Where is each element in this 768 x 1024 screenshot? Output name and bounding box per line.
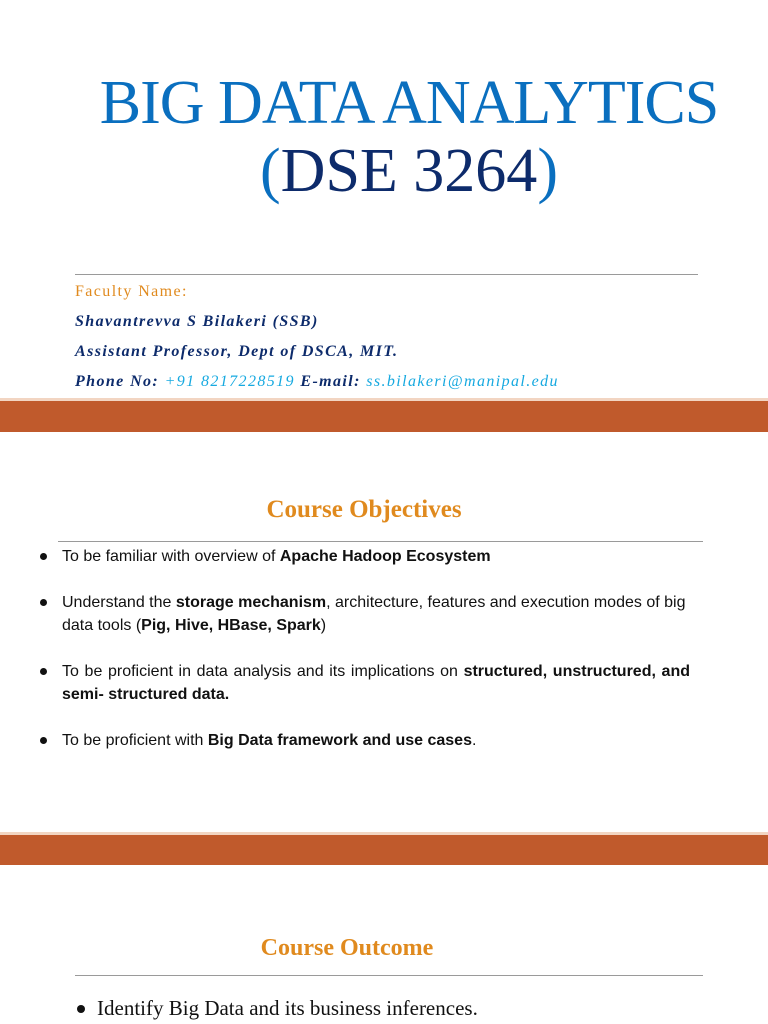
text-run-bold: Apache Hadoop Ecosystem [279,548,491,565]
faculty-label: Faculty Name: [75,283,188,300]
faculty-divider [75,274,698,275]
separator-band [0,401,768,432]
text-run: . [471,732,477,749]
slide-title: BIG DATA ANALYTICS [99,69,719,137]
text-run: To be familiar with overview of [62,548,280,565]
email-label: E-mail: [300,373,361,390]
text-run: , architecture, features and execution modes of big data tools ( [62,594,686,634]
bullet-dot [40,737,47,744]
faculty-contact [75,373,559,391]
text-run-bold: Pig, Hive, HBase, Spark [141,617,321,634]
objectives-list [40,545,690,775]
course-code-text: DSE 3264 [280,137,538,205]
text-run: To be proficient with [62,732,208,749]
text-run: Understand the [62,594,176,611]
objective-text [62,591,690,637]
email-link[interactable]: ss.bilakeri@manipal.edu [366,373,559,390]
text-run-bold: Big Data framework and use cases [207,732,472,749]
outcome-text: Identify Big Data and its business inferences. [97,996,478,1020]
phone-number: +91 8217228519 [164,373,295,390]
text-run-bold: storage mechanism [175,594,327,611]
bullet-dot [40,668,47,675]
close-paren: ) [537,137,558,205]
objective-text [62,545,690,568]
objective-text [62,660,690,706]
text-run: To be proficient in data analysis and its implications on [62,663,464,680]
bullet-dot [40,553,47,560]
objectives-divider [58,541,703,542]
objective-text [62,729,690,752]
text-run-bold: structured, unstructured, and semi- structured data. [62,663,691,703]
text-run: ) [320,617,327,634]
objectives-heading: Course Objectives [266,496,462,523]
faculty-designation: Assistant Professor, Dept of DSCA, MIT. [75,343,399,360]
outcome-heading: Course Outcome [260,935,434,961]
phone-label: Phone No: [75,373,160,390]
outcome-divider [75,975,703,976]
faculty-name: Shavantrevva S Bilakeri (SSB) [75,313,319,330]
bullet-dot [77,1005,85,1013]
course-code [0,136,768,206]
bullet-dot [40,599,47,606]
separator-band [0,835,768,865]
open-paren: ( [260,137,281,205]
